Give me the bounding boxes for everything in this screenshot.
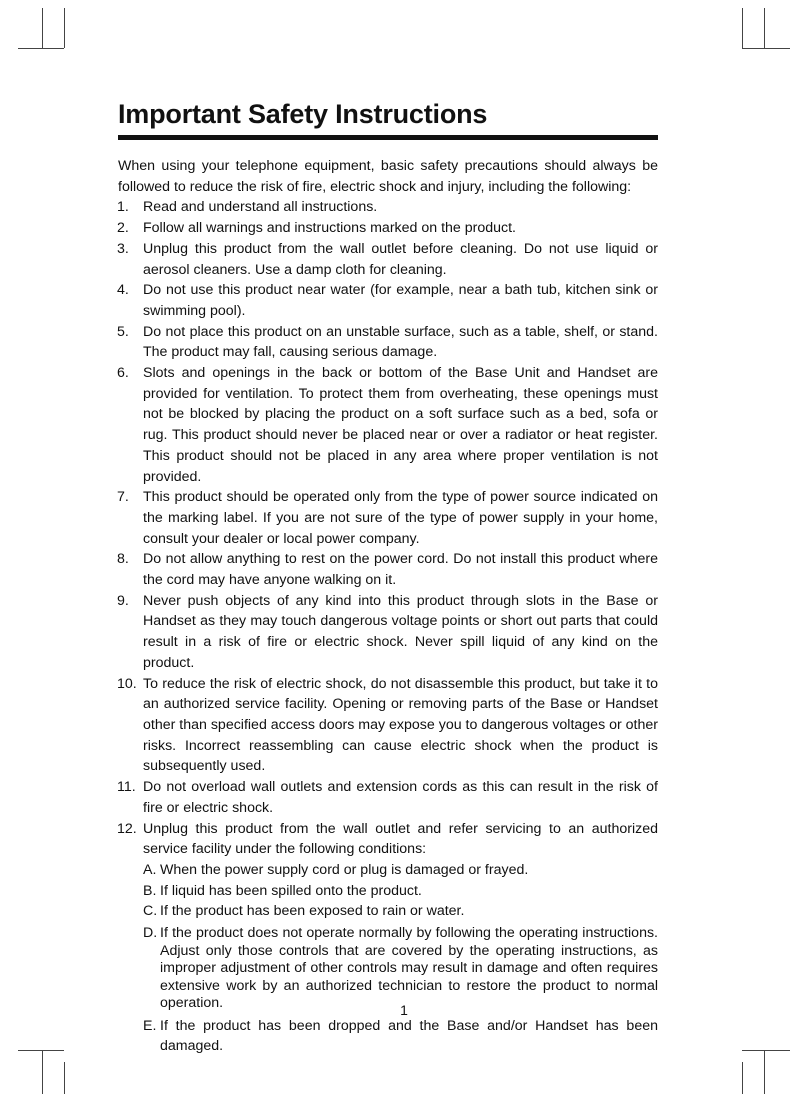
sub-list-item (143, 1016, 658, 1057)
crop-mark-bottom-right-h (742, 1050, 790, 1051)
list-item (118, 674, 658, 778)
sub-item-text: If the product has been dropped and the Base and/or Handset has been damaged. (160, 1017, 658, 1055)
crop-mark-bottom-left-h (18, 1050, 64, 1051)
item-number: 12. (117, 820, 137, 837)
list-item (118, 197, 658, 218)
page-number: 1 (400, 1002, 408, 1018)
item-text: Never push objects of any kind into this product through slots in the Base or Handset as they may touch dangerous voltage points or short out parts that could result in a risk of fire or electric shock. Never spill liquid of any kind on the product. (143, 592, 658, 671)
sub-item-letter: C. (143, 903, 158, 920)
item-number: 4. (117, 282, 129, 299)
item-number: 2. (117, 220, 129, 237)
sub-item-text: If the product does not operate normally by following the operating instructions. Adjust only those controls that are covered by the operating instructions, as improper adjustment of other controls may result in damage and often requires extensive work by an authorized technician to restore the product to normal operation. (160, 925, 658, 1012)
item-number: 5. (117, 323, 129, 340)
sub-list-item (143, 881, 658, 902)
sub-list-item (143, 925, 658, 1013)
sub-item-letter: E. (143, 1017, 157, 1034)
crop-mark-top-right-h (742, 48, 790, 49)
list-item (118, 777, 658, 818)
item-text: Unplug this product from the wall outlet before cleaning. Do not use liquid or aerosol cleaners. Use a damp cloth for cleaning. (143, 240, 658, 278)
item-number: 3. (117, 240, 129, 257)
item-text: Unplug this product from the wall outlet and refer servicing to an authorized service facility under the following conditions: (143, 820, 658, 858)
item-text: Read and understand all instructions. (143, 199, 378, 216)
item-number: 8. (117, 551, 129, 568)
list-item (118, 591, 658, 674)
sub-item-text: If the product has been exposed to rain or water. (160, 903, 465, 920)
item-text: Do not overload wall outlets and extension cords as this can result in the risk of fire or electric shock. (143, 779, 658, 816)
list-item (118, 218, 658, 239)
page-content (118, 96, 658, 1057)
crop-mark-bottom-right-v2 (764, 1050, 765, 1094)
list-item (118, 549, 658, 590)
crop-mark-top-right-v2 (764, 8, 765, 48)
list-item (118, 239, 658, 280)
item-text: Slots and openings in the back or bottom of the Base Unit and Handset are provided for ventilation. To protect them from overheating, these openings must not be blocked by placing the product on a soft surface such as a bed, sofa or rug. This product should never be placed near or over a radiator or heat register. This product should not be placed in any area where proper ventilation is not provided. (143, 365, 658, 485)
item-number: 10. (117, 675, 137, 692)
page-title: Important Safety Instructions (118, 99, 488, 129)
item-text: Do not place this product on an unstable surface, such as a table, shelf, or stand. The product may fall, causing serious damage. (143, 323, 658, 361)
item-text: Do not use this product near water (for example, near a bath tub, kitchen sink or swimming pool). (143, 282, 658, 319)
item-number: 11. (117, 779, 136, 796)
sub-list-item (143, 860, 658, 881)
instruction-list (118, 197, 658, 1057)
crop-mark-bottom-right-v (742, 1062, 743, 1094)
intro-paragraph: When using your telephone equipment, basic safety precautions should always be followed to reduce the risk of fire, electric shock and injury, including the following: (118, 158, 658, 195)
sub-item-letter: D. (143, 925, 158, 942)
sub-item-letter: A. (143, 861, 157, 878)
crop-mark-bottom-left-v (42, 1050, 43, 1094)
list-item (118, 819, 658, 1057)
item-text: Do not allow anything to rest on the power cord. Do not install this product where the cord may have anyone walking on it. (143, 551, 658, 589)
item-text: Follow all warnings and instructions marked on the product. (143, 220, 517, 237)
item-number: 9. (117, 592, 129, 609)
sub-item-text: When the power supply cord or plug is damaged or frayed. (160, 861, 529, 878)
item-text: This product should be operated only from the type of power source indicated on the marking label. If you are not sure of the type of power supply in your home, consult your dealer or local power company. (143, 489, 658, 547)
list-item (118, 487, 658, 549)
item-number: 6. (117, 365, 129, 382)
crop-mark-top-right-v (742, 8, 743, 48)
sub-list-item (143, 901, 658, 922)
list-item (118, 280, 658, 321)
sub-item-text: If liquid has been spilled onto the product. (160, 882, 422, 899)
item-number: 1. (117, 199, 129, 216)
sub-item-letter: B. (143, 882, 157, 899)
crop-mark-bottom-left-v2 (64, 1062, 65, 1094)
item-number: 7. (117, 489, 129, 506)
crop-mark-top-left-v (42, 8, 43, 48)
list-item (118, 363, 658, 487)
title-rule (118, 135, 658, 140)
crop-mark-top-left-h (18, 48, 64, 49)
condition-list (143, 860, 658, 1057)
list-item (118, 322, 658, 363)
item-text: To reduce the risk of electric shock, do not disassemble this product, but take it to an authorized service facility. Opening or removing parts of the Base or Handset other than specified access doors may expose you to dangerous voltages or other risks. Incorrect reassembling can cause electric shock when the product is subsequently used. (143, 675, 658, 775)
crop-mark-top-left-v2 (64, 8, 65, 48)
